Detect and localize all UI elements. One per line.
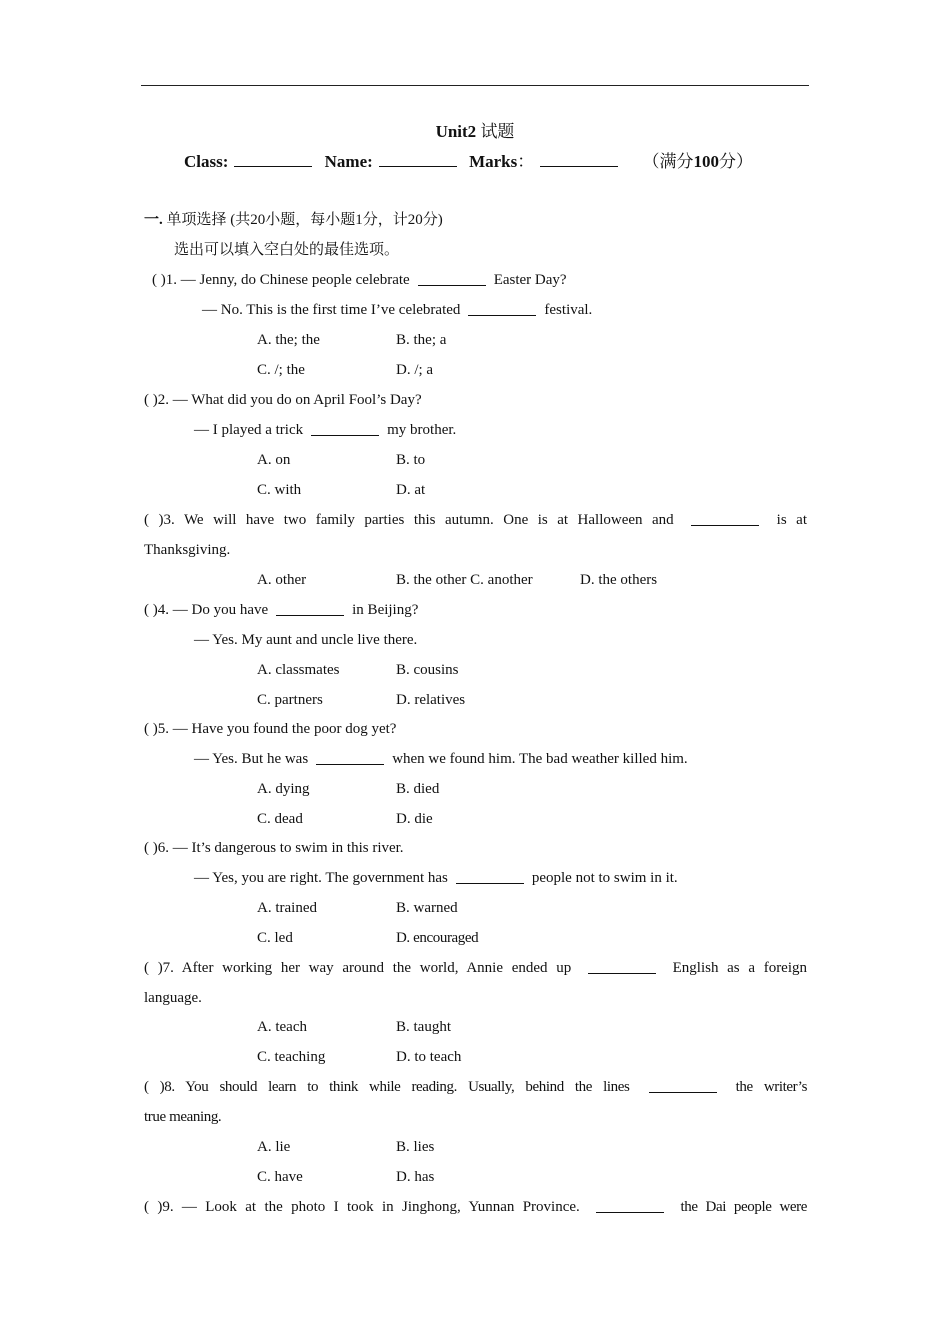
question-5-reply — [194, 749, 688, 769]
question-stem-end: the Dai people were — [680, 1199, 807, 1215]
option-d: D. encouraged — [396, 930, 479, 946]
question-4 — [144, 600, 418, 620]
question-9 — [144, 1197, 807, 1217]
option-b: B. warned — [396, 900, 458, 916]
section-title-text: 单项选择 (共20小题，每小题1分，计20分) — [166, 212, 443, 228]
answer-blank[interactable] — [468, 303, 536, 316]
option-a: A. on — [257, 452, 291, 468]
student-info-header — [184, 147, 753, 172]
full-score-open: （满分 — [642, 152, 694, 171]
question-5: ( )5. — Have you found the poor dog yet? — [144, 721, 397, 737]
section-instruction: 选出可以填入空白处的最佳选项。 — [174, 242, 400, 258]
reply-text-end: people not to swim in it. — [531, 870, 678, 886]
marks-label: Marks — [469, 152, 518, 171]
option-a: A. classmates — [257, 662, 340, 678]
reply-text: — Yes, you are right. The government has — [194, 870, 448, 886]
question-stem-end: the writer’s — [735, 1079, 808, 1095]
question-stem: ( )7. After working her way around the world, Annie ended up — [144, 960, 572, 976]
title-rest: 试题 — [476, 122, 515, 141]
answer-blank[interactable] — [596, 1200, 664, 1213]
marks-blank[interactable] — [540, 152, 618, 167]
option-d: D. die — [396, 811, 433, 827]
full-score-close: 分） — [718, 152, 753, 171]
option-c: C. with — [257, 482, 302, 498]
question-stem-end: in Beijing? — [352, 602, 419, 618]
option-a: A. teach — [257, 1019, 307, 1035]
name-label: Name: — [324, 152, 373, 171]
question-7 — [144, 958, 807, 978]
question-stem: ( )1. — Jenny, do Chinese people celebrate — [152, 272, 410, 288]
option-b: B. to — [396, 452, 426, 468]
question-1 — [152, 270, 567, 290]
option-d: D. to teach — [396, 1049, 462, 1065]
answer-blank[interactable] — [456, 871, 524, 884]
answer-blank[interactable] — [316, 752, 384, 765]
option-d: D. relatives — [396, 692, 466, 708]
option-c: C. led — [257, 930, 293, 946]
question-1-reply — [202, 300, 592, 320]
option-c: C. teaching — [257, 1049, 326, 1065]
answer-blank[interactable] — [691, 513, 759, 526]
option-d: D. /; a — [396, 362, 434, 378]
question-stem-end: Easter Day? — [493, 272, 567, 288]
option-c: C. dead — [257, 811, 303, 827]
question-stem-end: English as a foreign — [672, 960, 808, 976]
option-c: C. have — [257, 1169, 303, 1185]
option-b: B. cousins — [396, 662, 459, 678]
option-a: A. lie — [257, 1139, 291, 1155]
reply-text-end: my brother. — [387, 422, 457, 438]
question-3-continued: Thanksgiving. — [144, 542, 231, 558]
section-title — [144, 210, 443, 230]
name-blank[interactable] — [379, 152, 457, 167]
title-bold: Unit2 — [435, 122, 477, 141]
reply-text-end: when we found him. The bad weather killed him. — [392, 751, 688, 767]
option-d: D. the others — [580, 572, 658, 588]
question-2-reply — [194, 420, 456, 440]
option-d: D. has — [396, 1169, 435, 1185]
option-d: D. at — [396, 482, 426, 498]
top-rule — [141, 85, 809, 86]
option-a: A. dying — [257, 781, 310, 797]
reply-text: — No. This is the first time I’ve celebrated — [202, 302, 461, 318]
option-b-c: B. the other C. another — [396, 572, 533, 588]
question-6: ( )6. — It’s dangerous to swim in this river. — [144, 840, 404, 856]
question-7-continued: language. — [144, 990, 202, 1006]
question-stem: ( )8. You should learn to think while reading. Usually, behind the lines — [144, 1079, 630, 1095]
option-b: B. taught — [396, 1019, 451, 1035]
question-stem: ( )4. — Do you have — [144, 602, 269, 618]
question-stem-end: is at — [776, 512, 807, 528]
option-b: B. the; a — [396, 332, 447, 348]
class-blank[interactable] — [234, 152, 312, 167]
option-b: B. died — [396, 781, 440, 797]
question-6-reply — [194, 868, 678, 888]
answer-blank[interactable] — [276, 603, 344, 616]
option-c: C. partners — [257, 692, 323, 708]
class-label: Class: — [184, 152, 229, 171]
section-number: 一. — [144, 212, 163, 228]
answer-blank[interactable] — [588, 961, 656, 974]
question-3 — [144, 510, 807, 530]
option-a: A. trained — [257, 900, 317, 916]
question-2: ( )2. — What did you do on April Fool’s Day? — [144, 392, 422, 408]
option-b: B. lies — [396, 1139, 435, 1155]
question-stem: ( )3. We will have two family parties this autumn. One is at Halloween and — [144, 512, 674, 528]
full-score-number: 100 — [693, 152, 719, 171]
marks-colon: ： — [517, 152, 535, 171]
question-8 — [144, 1077, 807, 1097]
question-8-continued: true meaning. — [144, 1109, 222, 1125]
answer-blank[interactable] — [649, 1080, 717, 1093]
reply-text: — I played a trick — [194, 422, 304, 438]
page-title — [0, 117, 950, 142]
option-c: C. /; the — [257, 362, 305, 378]
reply-text-end: festival. — [544, 302, 593, 318]
option-a: A. other — [257, 572, 307, 588]
option-a: A. the; the — [257, 332, 320, 348]
answer-blank[interactable] — [311, 423, 379, 436]
answer-blank[interactable] — [418, 273, 486, 286]
question-stem: ( )9. — Look at the photo I took in Jinghong, Yunnan Province. — [144, 1199, 580, 1215]
reply-text: — Yes. But he was — [194, 751, 309, 767]
question-4-reply: — Yes. My aunt and uncle live there. — [194, 632, 418, 648]
